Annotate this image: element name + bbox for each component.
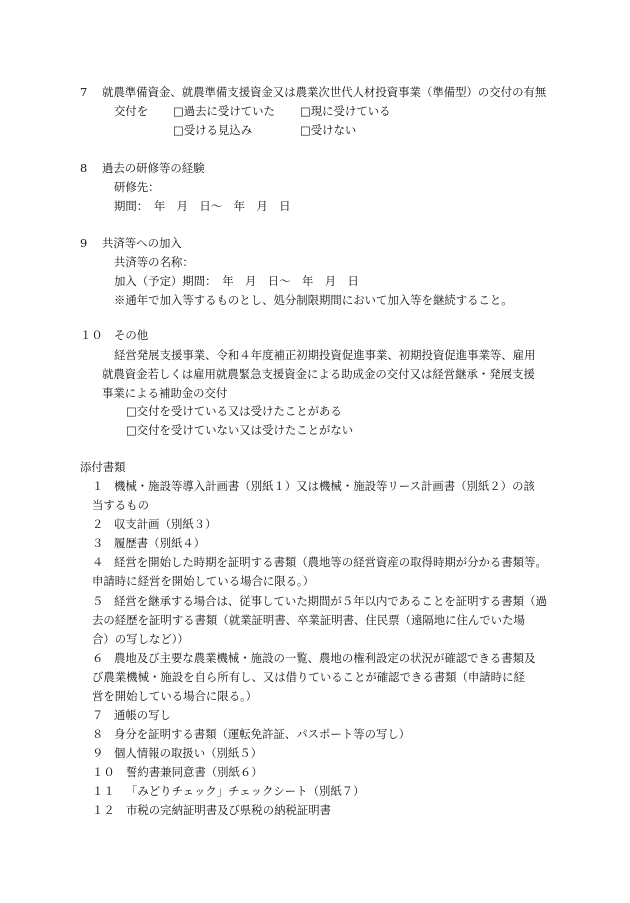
attachment-text: 合）の写しなど）） [92,632,189,646]
attachment-text: 誓約書兼同意書（別紙６） [126,765,263,779]
attachment-number: １２ [92,803,115,817]
section-9-title: 共済等への加入 [102,236,182,250]
attachment-number: １０ [92,765,115,779]
attachments-heading: 添付書類 [80,460,126,474]
attachment-text: 申請時に経営を開始している場合に限る。） [92,574,315,588]
checkbox-expected-to-receive[interactable]: □受ける見込み [173,123,253,137]
section-10-paragraph-line: 経営発展支援事業、令和４年度補正初期投資促進事業、初期投資促進事業等、雇用 [114,348,536,362]
attachment-text: 個人情報の取扱い（別紙５） [114,746,263,760]
attachment-text: 履歴書（別紙４） [114,536,206,550]
attachment-text: 農地及び主要な農業機械・施設の一覧、農地の権利設定の状況が確認できる書類及 [114,651,536,665]
attachment-number: ９ [92,746,104,760]
attachment-text: 「みどりチェック」チェックシート（別紙７） [126,784,365,798]
attachment-text: 去の経歴を証明する書類（就業証明書、卒業証明書、住民票（遠隔地に住んでいた場 [92,613,525,627]
attachment-number: ５ [92,594,104,608]
attachment-text: び農業機械・施設を自ら所有し、又は借りていることが確認できる書類（申請時に経 [92,670,525,684]
attachment-text: 機械・施設等導入計画書（別紙１）又は機械・施設等リース計画書（別紙２）の該 [114,479,535,493]
attachment-text: 経営を継承する場合は、従事していた期間が５年以内であることを証明する書類（過 [114,594,547,608]
section-7-label: 交付を [114,104,149,118]
insurance-name-field: 共済等の名称： [114,255,194,269]
attachment-text: 営を開始している場合に限る。） [92,689,258,703]
attachment-number: ３ [92,536,104,550]
section-7-title: 就農準備資金、就農準備支援資金又は農業次世代人材投資事業（準備型）の交付の有無 [102,85,547,99]
attachment-text: 市税の完納証明書及び県税の納税証明書 [126,803,332,817]
attachment-number: ４ [92,555,104,569]
attachment-text: 当するもの [92,498,149,512]
section-10-paragraph-line: 事業による補助金の交付 [102,386,228,400]
attachment-number: ７ [92,708,104,722]
training-place-field: 研修先： [114,180,160,194]
attachment-text: 収支計画（別紙３） [114,517,217,531]
section-10-paragraph-line: 就農資金若しくは雇用就農緊急支援資金による助成金の交付又は経営継承・発展支援 [102,367,535,381]
section-10-title: その他 [114,328,149,342]
attachment-number: １１ [92,784,115,798]
attachment-number: ８ [92,727,104,741]
attachment-text: 身分を証明する書類（運転免許証、パスポート等の写し） [114,727,411,741]
training-period-field: 期間： 年 月 日～ 年 月 日 [114,199,291,213]
checkbox-not-receiving[interactable]: □受けない [300,123,357,137]
checkbox-past-received[interactable]: □過去に受けていた [173,104,275,118]
section-7-number: 7 [80,85,88,99]
section-8-number: 8 [80,161,88,175]
section-10-number: １０ [80,328,103,342]
attachment-number: １ [92,479,104,493]
checkbox-has-not-received-grant[interactable]: □交付を受けていない又は受けたことがない [126,423,354,437]
attachment-text: 経営を開始した時期を証明する書類（農地等の経営資産の取得時期が分かる書類等。 [114,555,547,569]
attachment-text: 通帳の写し [114,708,171,722]
attachment-number: ２ [92,517,104,531]
insurance-note: ※通年で加入等するものとし、処分制限期間において加入等を継続すること。 [114,293,513,307]
section-9-number: 9 [80,236,88,250]
section-8-title: 過去の研修等の経験 [102,161,205,175]
attachment-number: ６ [92,651,104,665]
insurance-period-field: 加入（予定）期間： 年 月 日～ 年 月 日 [114,274,359,288]
checkbox-has-received-grant[interactable]: □交付を受けている又は受けたことがある [126,404,342,418]
checkbox-currently-receiving[interactable]: □現に受けている [300,104,391,118]
